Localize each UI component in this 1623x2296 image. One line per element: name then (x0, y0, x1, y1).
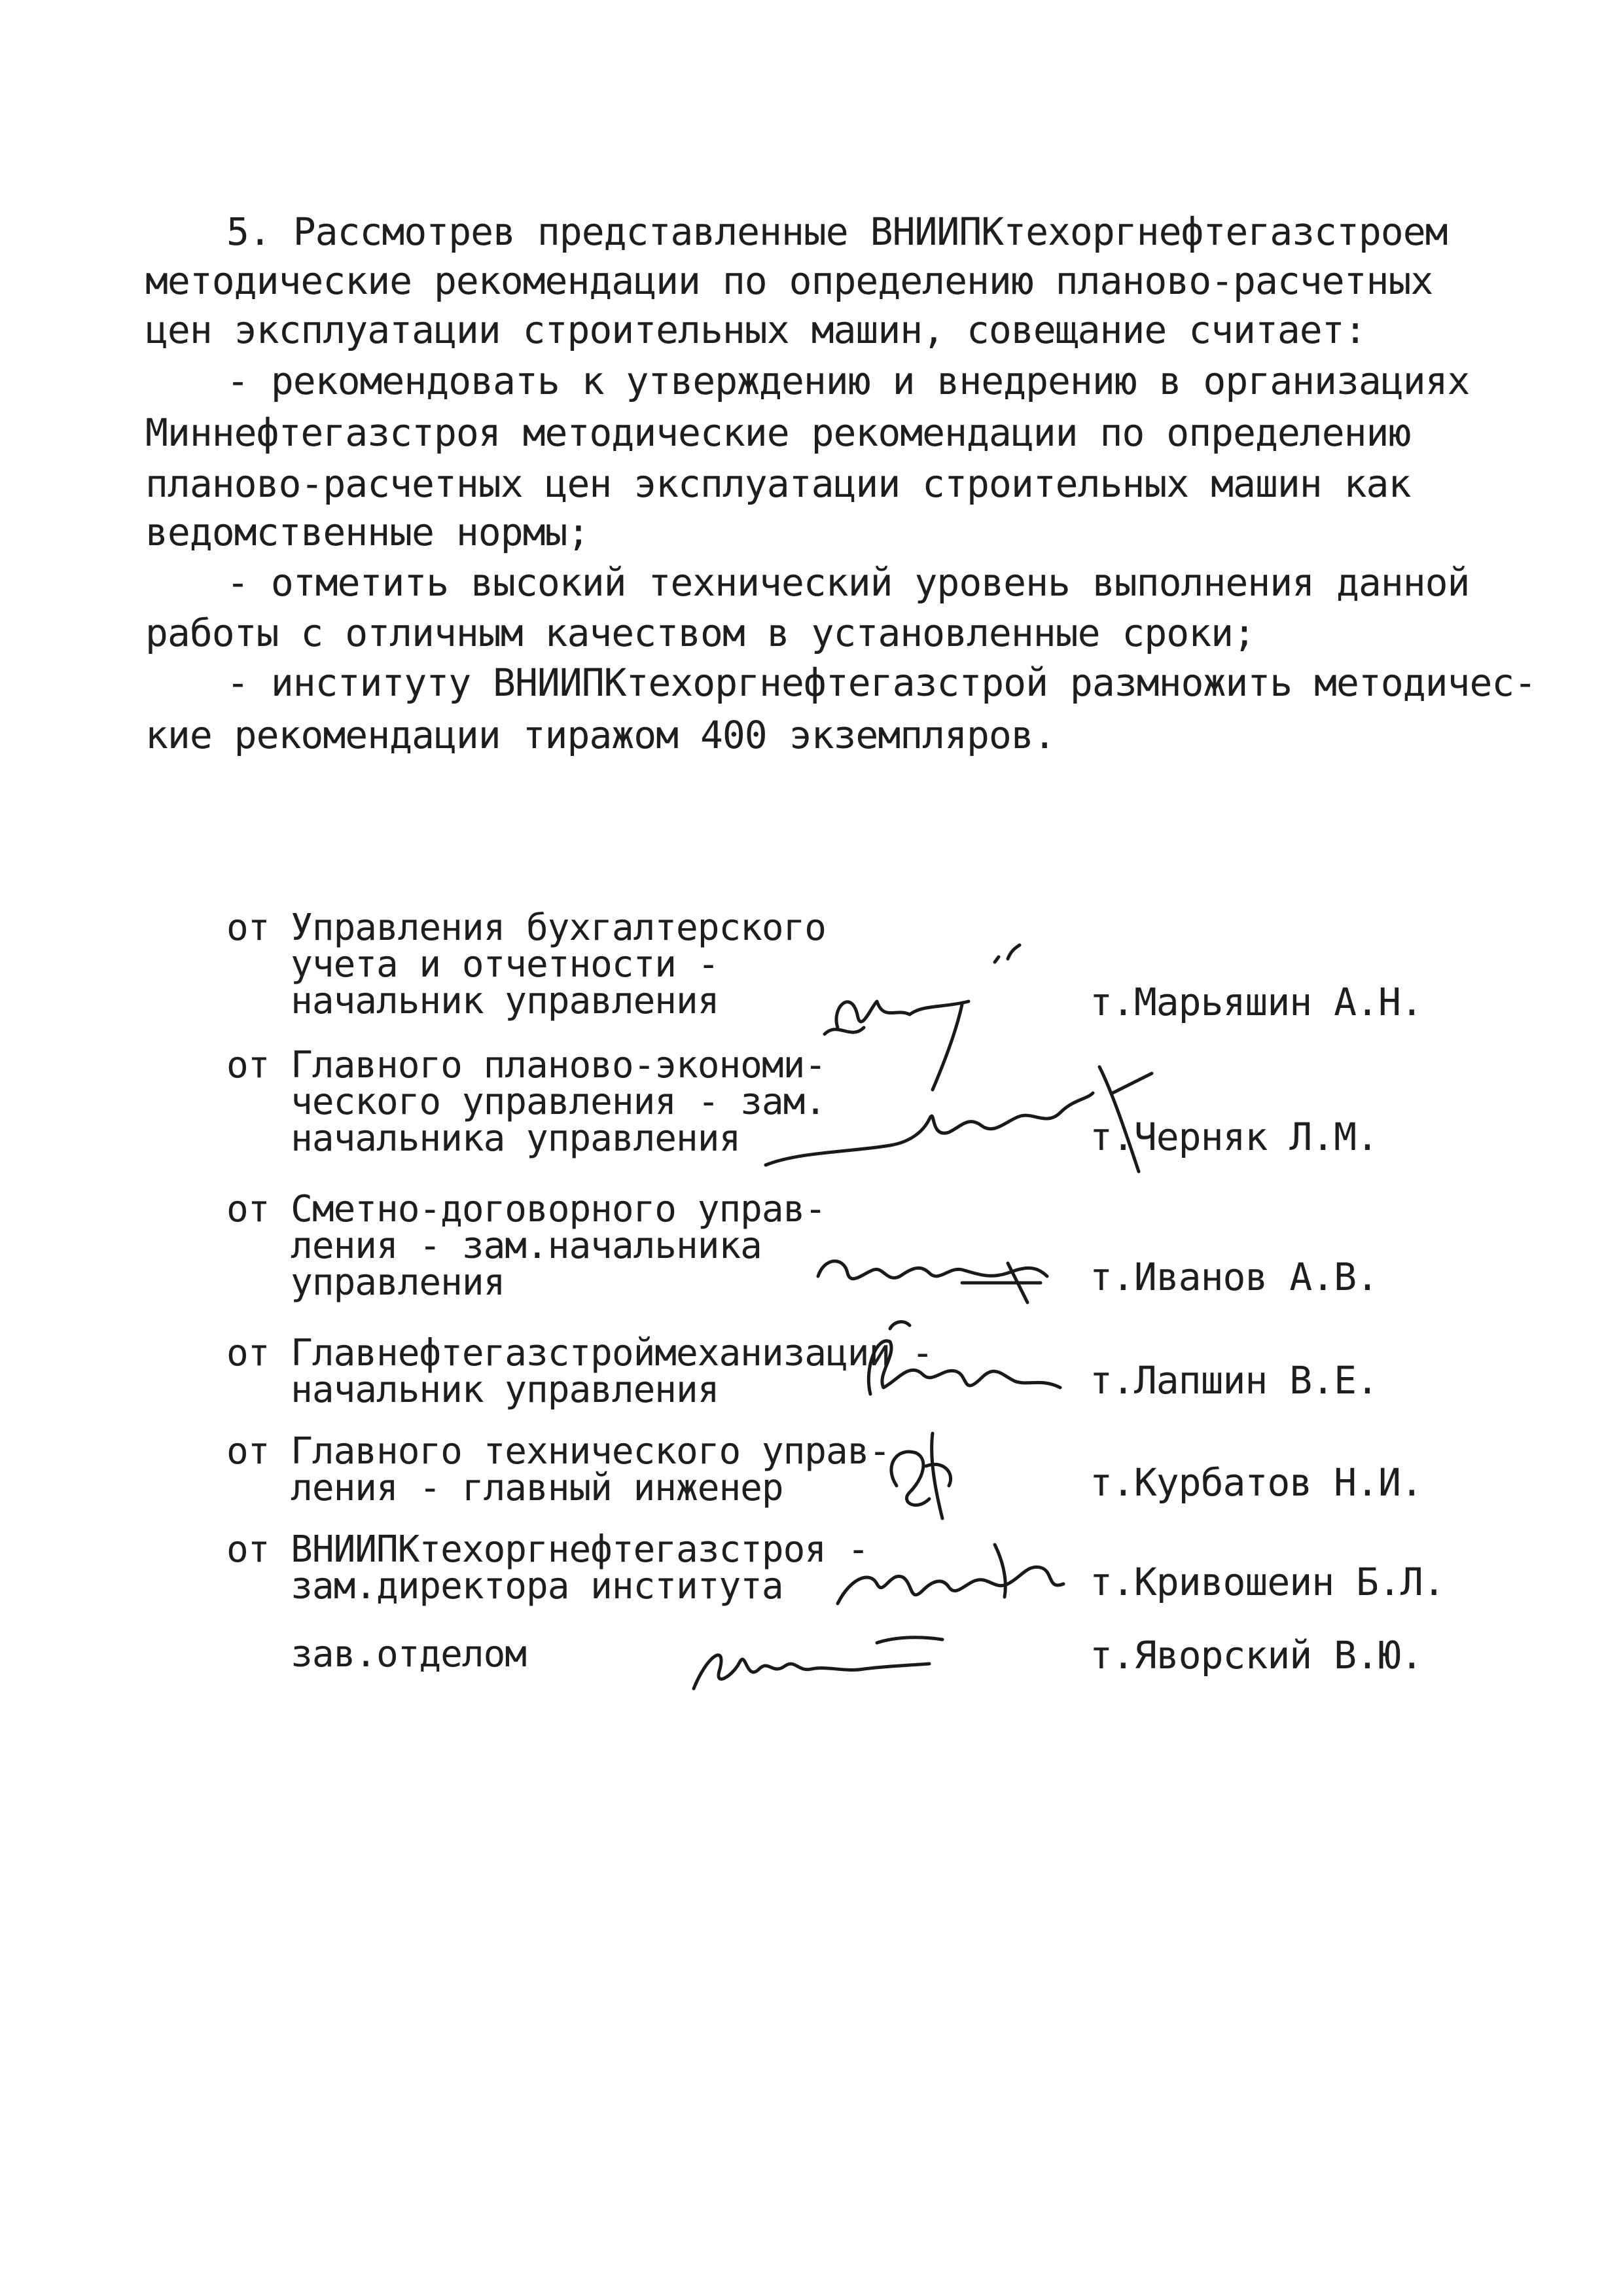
handwritten-signature (870, 1420, 982, 1532)
handwritten-signature (851, 1316, 1086, 1407)
signatory-position: от Управления бухгалтерского учета и отчетности - начальник управления (226, 906, 827, 1022)
signatory-name: т.Кривошеин Б.Л. (1090, 1560, 1445, 1604)
signatory-position: от Главнефтегазстроймеханизации - начальник управления (226, 1332, 933, 1411)
paragraph-line: 5. Рассмотрев представленные ВНИИПКтехоргнефтегазстроем (226, 209, 1448, 254)
signatory-name: т.Черняк Л.М. (1090, 1115, 1378, 1159)
paragraph-line: методические рекомендации по определению планово-расчетных (145, 259, 1433, 303)
paragraph-line: - рекомендовать к утверждению и внедрению в организациях (226, 359, 1470, 403)
signatory-name: т.Яворский В.Ю. (1090, 1633, 1423, 1677)
signatory-name: т.Иванов А.В. (1090, 1255, 1378, 1299)
signatory-position: от Главного технического управ- ления - главный инженер (226, 1430, 891, 1509)
signatory-name: т.Лапшин В.Е. (1090, 1358, 1378, 1403)
signatory-name: т.Марьяшин А.Н. (1090, 980, 1423, 1024)
handwritten-signature (812, 1237, 1060, 1309)
signatory-name: т.Курбатов Н.И. (1090, 1460, 1423, 1505)
handwritten-signature (759, 1054, 1152, 1185)
paragraph-line: - институту ВНИИПКтехоргнефтегазстрой размножить методичес- (226, 660, 1537, 705)
signatory-position: от Главного планово-экономи- ческого управления - зам. начальника управления (226, 1044, 827, 1160)
handwritten-signature (831, 1525, 1073, 1623)
signatory-position: от Сметно-договорного управ- ления - зам.начальника управления (226, 1188, 827, 1304)
paragraph-line: ведомственные нормы; (145, 510, 590, 554)
signatory-position: зав.отделом (226, 1633, 527, 1676)
paragraph-line: кие рекомендации тиражом 400 экземпляров. (145, 713, 1056, 757)
paragraph-line: планово-расчетных цен эксплуатации строительных машин как (145, 461, 1411, 506)
handwritten-signature (681, 1617, 955, 1702)
paragraph-line: цен эксплуатации строительных машин, совещание считает: (145, 308, 1366, 352)
paragraph-line: работы с отличным качеством в установленные сроки; (145, 611, 1255, 655)
paragraph-line: Миннефтегазстроя методические рекомендации по определению (145, 410, 1411, 455)
signatory-position: от ВНИИПКтехоргнефтегазстроя - зам.директора института (226, 1528, 869, 1607)
paragraph-line: - отметить высокий технический уровень выполнения данной (226, 560, 1470, 605)
